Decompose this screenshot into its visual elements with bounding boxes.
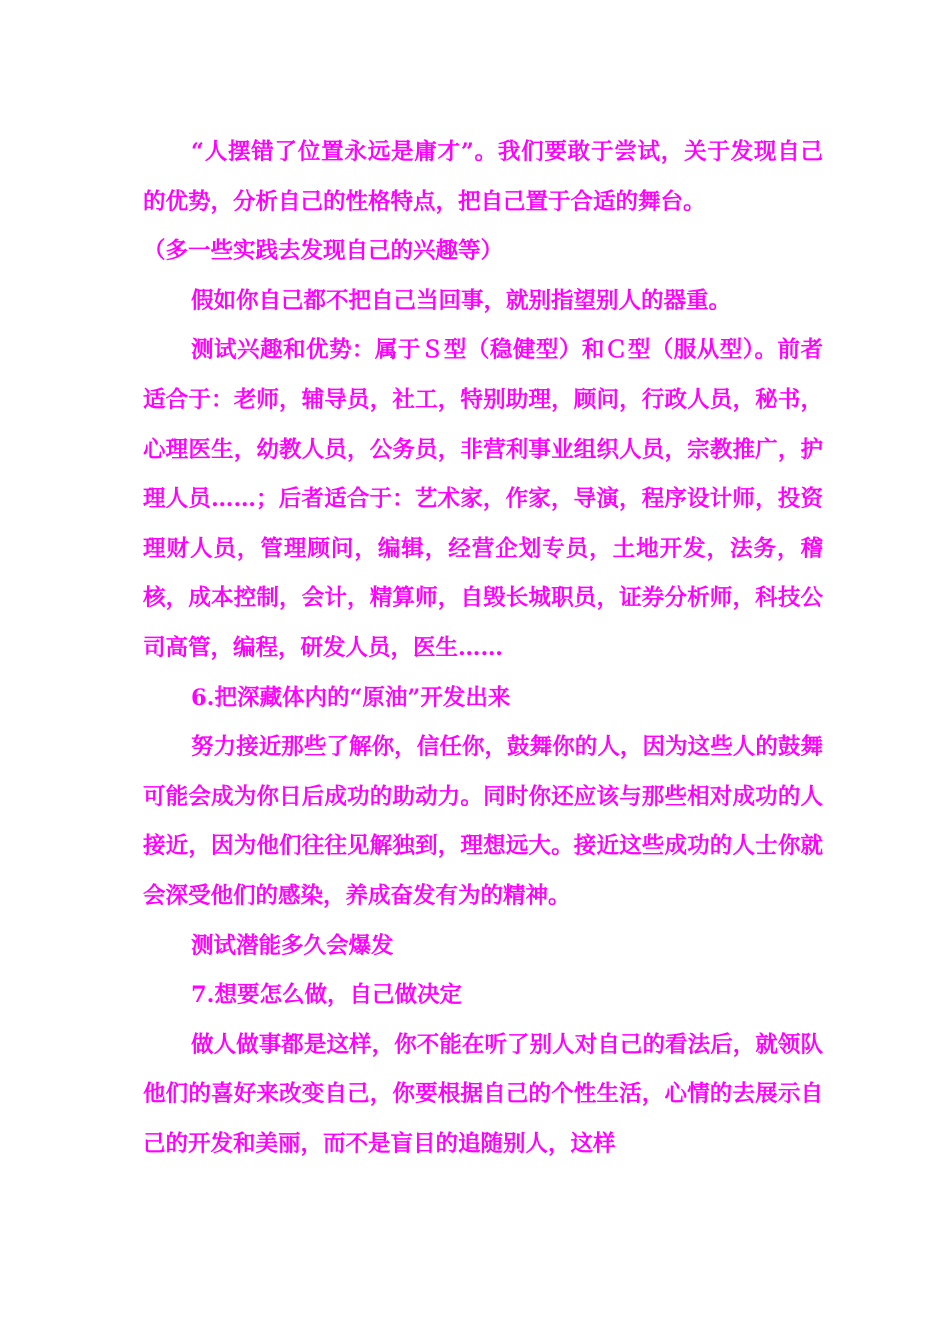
paragraph-misplaced-talent: “人摆错了位置永远是庸才”。我们要敢于尝试，关于发现自己的优势，分析自己的性格特点，把自己置于合适的舞台。 [143,139,823,215]
paragraph-self-respect: 假如你自己都不把自己当回事，就别指望别人的器重。 [191,287,732,314]
paragraph-practice-note: （多一些实践去发现自己的兴趣等） [143,238,504,265]
paragraph-own-decision: 做人做事都是这样，你不能在听了别人对自己的看法后，就领队他们的喜好来改变自己，你要根据自己的个性生活，心情的去展示自己的开发和美丽，而不是盲目的追随别人，这样 [143,1031,823,1157]
paragraph-interest-test: 测试兴趣和优势：属于Ｓ型（稳健型）和Ｃ型（服从型）。前者适合于：老师，辅导员，社工，特别助理，顾问，行政人员，秘书，心理医生，幼教人员，公务员，非营利事业组织人员，宗教推广，护理人员……；后者适合于：艺术家，作家，导演，程序设计师，投资理财人员，管理顾问，编辑，经营企划专员，土地开发，法务，稽核，成本控制，会计，精算师，自毁长城职员，证券分析师，科技公司高管，编程，研发人员，医生…… [143,337,823,661]
paragraph-potential-test: 测试潜能多久会爆发 [191,932,394,959]
heading-section-6: 6.把深藏体内的“原油”开发出来 [191,684,511,711]
paragraph-approach-people: 努力接近那些了解你，信任你，鼓舞你的人，因为这些人的鼓舞可能会成为你日后成功的助动力。同时你还应该与那些相对成功的人接近，因为他们往往见解独到，理想远大。接近这些成功的人士你就会深受他们的感染，养成奋发有为的精神。 [143,734,823,909]
document-body [143,128,823,1169]
heading-section-7: 7.想要怎么做，自己做决定 [191,982,462,1009]
